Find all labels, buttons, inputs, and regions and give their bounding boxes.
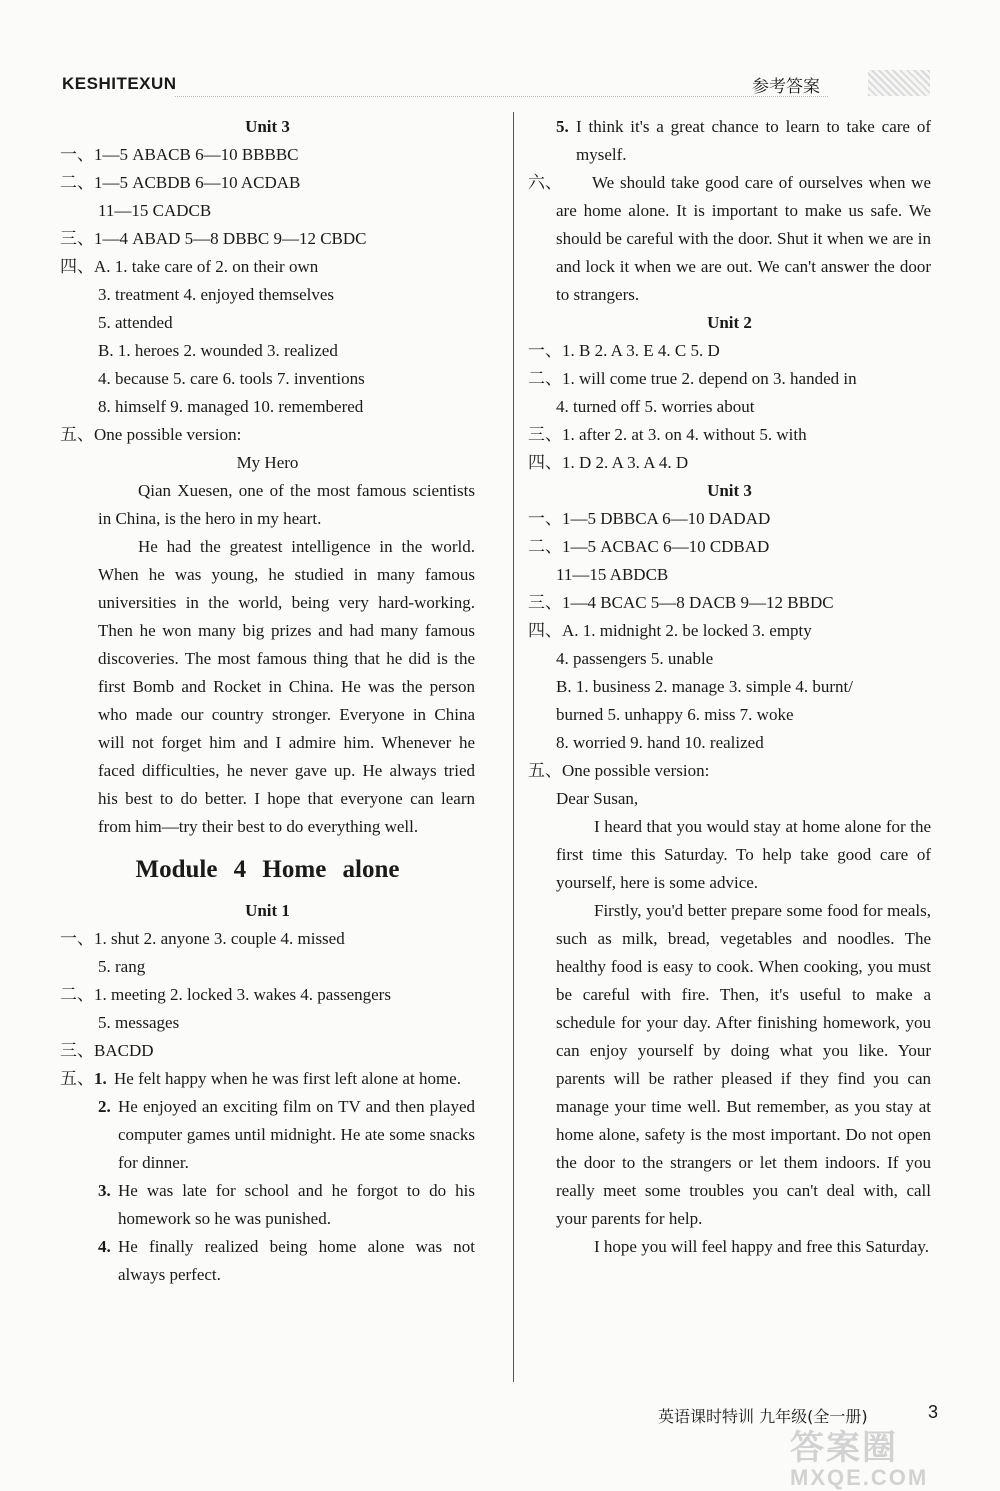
- letter-paragraph: Firstly, you'd better prepare some food for meals, such as milk, bread, vegetables and noodles. The healthy food is easy to cook. When cooking, you must be careful with fire. Then, it's useful to make a schedule for your day. After finishing homework, you can enjoy yourself by doing what you like. Your parents will be rather pleased if they find you can manage your time well. But remember, as you stay at home alone, safety is the most important. Do not open the door to the strangers or let them indoors. If you really meet some troubles you can't deal with, call your parents for help.: [556, 901, 931, 1228]
- numbered-answer: 2. He enjoyed an exciting film on TV and then played computer games until midnight. He ate some snacks for dinner.: [98, 1097, 475, 1172]
- answer-line: 二、1. meeting 2. locked 3. wakes 4. passengers: [60, 985, 391, 1004]
- answer-line: 三、1—4 BCAC 5—8 DACB 9—12 BBDC: [528, 593, 834, 612]
- answer-line: B. 1. heroes 2. wounded 3. realized: [98, 341, 338, 360]
- answer-line: 11—15 CADCB: [98, 201, 212, 220]
- header-rule: [175, 96, 828, 97]
- answer-line: 二、1—5 ACBAC 6—10 CDBAD: [528, 537, 770, 556]
- answer-line: 8. worried 9. hand 10. realized: [556, 733, 764, 752]
- answer-line: 二、1—5 ACBDB 6—10 ACDAB: [60, 173, 301, 192]
- letter-paragraph: I heard that you would stay at home alone for the first time this Saturday. To help take good care of yourself, here is some advice.: [556, 817, 931, 892]
- page-number: 3: [928, 1402, 939, 1422]
- answer-line: burned 5. unhappy 6. miss 7. woke: [556, 705, 794, 724]
- essay-title: My Hero: [236, 453, 299, 472]
- right-column: [528, 113, 931, 1261]
- answer-line: 4. because 5. care 6. tools 7. inventions: [98, 369, 365, 388]
- numbered-answer: 3. He was late for school and he forgot to do his homework so he was punished.: [98, 1181, 475, 1228]
- answer-line: 一、1. B 2. A 3. E 4. C 5. D: [528, 341, 720, 360]
- answer-line: 一、1—5 ABACB 6—10 BBBBC: [60, 145, 299, 164]
- numbered-answer: 5. I think it's a great chance to learn to take care of myself.: [556, 117, 931, 164]
- answer-line: 11—15 ABDCB: [556, 565, 669, 584]
- answer-paragraph: 六、 We should take good care of ourselves when we are home alone. It is important to make us safe. We should be careful with the door. Shut it when we are in and lock it when we are out. We can't answer the door to strangers.: [528, 173, 931, 304]
- unit-heading: Unit 2: [707, 313, 752, 332]
- numbered-answer: 五、 1. He felt happy when he was first left alone at home.: [60, 1069, 461, 1088]
- unit-heading: Unit 3: [707, 481, 752, 500]
- answer-line: 5. rang: [98, 957, 146, 976]
- numbered-answer: 4. He finally realized being home alone was not always perfect.: [98, 1237, 475, 1284]
- answer-line: 三、1. after 2. at 3. on 4. without 5. with: [528, 425, 807, 444]
- answer-line: 二、1. will come true 2. depend on 3. handed in: [528, 369, 857, 388]
- answer-line: 五、One possible version:: [528, 761, 710, 780]
- header-decoration: [868, 70, 930, 96]
- header-section-title: 参考答案: [752, 77, 820, 97]
- essay-paragraph: Qian Xuesen, one of the most famous scientists in China, is the hero in my heart.: [98, 481, 475, 528]
- answer-line: 5. messages: [98, 1013, 180, 1032]
- answer-line: 一、1—5 DBBCA 6—10 DADAD: [528, 509, 771, 528]
- essay-paragraph: He had the greatest intelligence in the world. When he was young, he studied in many famous universities in the world, being very hard-working. Then he won many big prizes and had many famous discoveries. The most famous thing that he did is the first Bomb and Rocket in China. He was the person who made our country stronger. Everyone in China will not forget him and I admire him. Whenever he faced difficulties, he never gave up. He always tried his best to do better. I hope that everyone can learn from him—try their best to do everything well.: [98, 537, 475, 836]
- watermark: [790, 1420, 990, 1490]
- column-divider: [513, 112, 514, 1382]
- answer-line: 5. attended: [98, 313, 173, 332]
- answer-line: 4. passengers 5. unable: [556, 649, 714, 668]
- watermark-brand: 答案圈: [790, 1429, 898, 1467]
- unit-heading: Unit 3: [245, 117, 290, 136]
- answer-line: 8. himself 9. managed 10. remembered: [98, 397, 364, 416]
- answer-line: 四、1. D 2. A 3. A 4. D: [528, 453, 689, 472]
- left-column: [60, 113, 475, 1289]
- footer-book-title: 英语课时特训 九年级(全一册): [658, 1407, 868, 1426]
- answer-line: 4. turned off 5. worries about: [556, 397, 755, 416]
- watermark-url: MXQE.COM: [790, 1465, 929, 1490]
- answer-line: B. 1. business 2. manage 3. simple 4. burnt/: [556, 677, 854, 696]
- answer-line: 一、1. shut 2. anyone 3. couple 4. missed: [60, 929, 345, 948]
- answer-line: 五、One possible version:: [60, 425, 242, 444]
- answer-line: 3. treatment 4. enjoyed themselves: [98, 285, 335, 304]
- letter-greeting: Dear Susan,: [556, 789, 639, 808]
- answer-line: 四、A. 1. midnight 2. be locked 3. empty: [528, 621, 812, 640]
- answer-line: 三、BACDD: [60, 1041, 154, 1060]
- unit-heading: Unit 1: [245, 901, 290, 920]
- header-brand: KESHITEXUN: [62, 74, 177, 93]
- answer-line: 三、1—4 ABAD 5—8 DBBC 9—12 CBDC: [60, 229, 367, 248]
- answer-line: 四、A. 1. take care of 2. on their own: [60, 257, 319, 276]
- letter-paragraph: I hope you will feel happy and free this Saturday.: [594, 1237, 930, 1256]
- module-title: Module 4 Home alone: [135, 856, 400, 883]
